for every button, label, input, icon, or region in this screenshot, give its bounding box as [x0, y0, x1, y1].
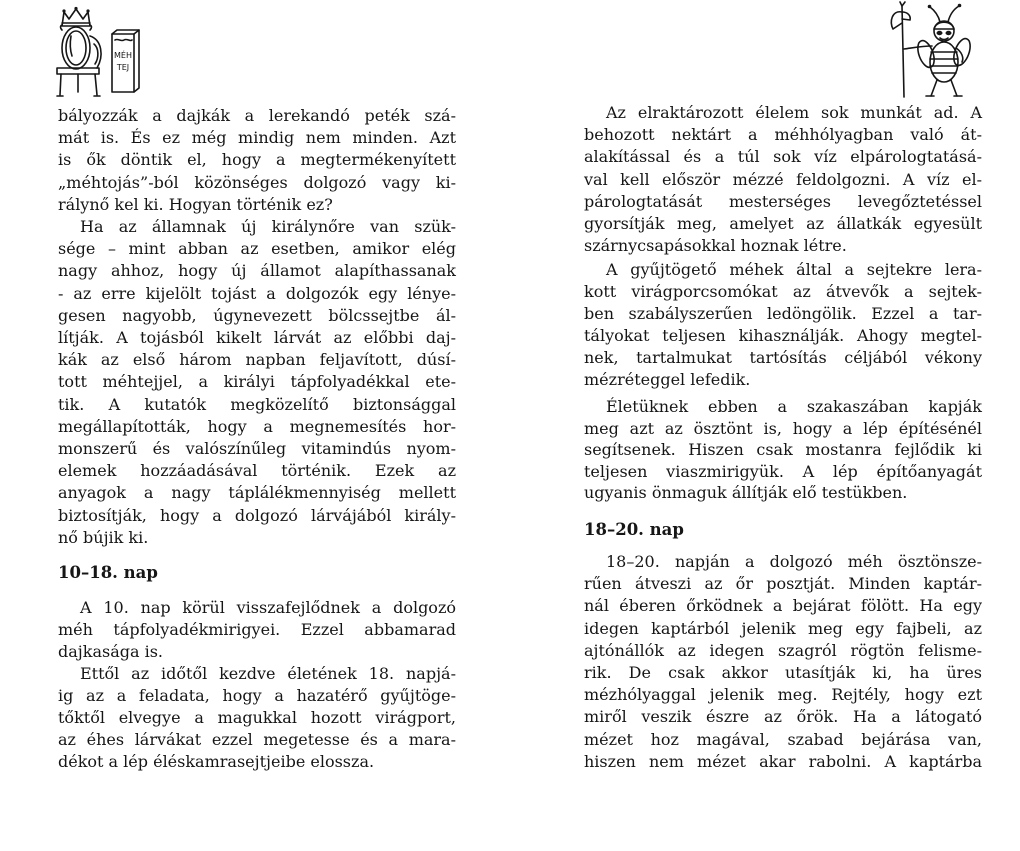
chair-drawing: [57, 36, 101, 96]
mirror-drawing: [61, 25, 92, 69]
text-line: tályokat teljesen kihasználják. Ahogy megtel-: [584, 326, 982, 345]
text-line: dékot a lép éléskamrasejtjeibe elossza.: [58, 752, 375, 771]
text-line: „méhtojás”-ból közönséges dolgozó vagy ki-: [58, 172, 456, 192]
text-line: monszerű és valószínűleg vitamindús nyom-: [58, 439, 456, 459]
text-line: alakítással és a túl sok víz elpárologtatásá-: [584, 147, 982, 167]
box-label-line1: MÉH: [114, 51, 132, 60]
right-page: [510, 0, 1020, 851]
bee-head-drawing: [934, 21, 954, 41]
text-line: hiszen nem mézet akar rabolni. A kaptárba: [584, 751, 982, 771]
text-line: Ha az államnak új királynőre van szük-: [80, 217, 456, 236]
text-line: behozott nektárt a méhhólyagban való át-: [584, 125, 982, 145]
text-line: A 10. nap körül visszafejlődnek a dolgozó: [80, 598, 456, 617]
text-line: ugyanis önmaguk állítják elő testükben.: [584, 483, 908, 502]
paragraph: [584, 551, 982, 773]
text-line: idegen kaptárból jelenik meg egy fajbeli, az: [584, 618, 982, 638]
text-line: tik. A kutatók megközelítő biztonsággal: [58, 394, 456, 414]
text-line: dajkasága is.: [58, 642, 164, 661]
text-line: ajtónállók az idegen szagról rögtön felisme-: [584, 640, 982, 660]
bee-body-drawing: [904, 36, 973, 96]
text-line: teljesen viaszmirigyük. A lép építőanyagát: [584, 461, 982, 481]
text-line: Életüknek ebben a szakaszában kapják: [606, 397, 982, 416]
text-line: kott virágporcsomókat az átvevők a sejtek-: [584, 282, 982, 301]
paragraph: [584, 396, 982, 504]
text-line: nagy ahhoz, hogy új államot alapíthassanak: [58, 261, 456, 281]
text-line: nő bújik ki.: [58, 527, 149, 547]
antenna-drawing: [928, 4, 962, 22]
section-heading: 10–18. nap: [58, 563, 158, 582]
text-line: nál éberen őrködnek a bejárat fölött. Ha egy: [584, 596, 982, 616]
text-line: rűen átveszi az őr posztját. Minden kaptár-: [584, 574, 982, 594]
text-line: ig az a feladata, hogy a hazatérő gyűjtöge-: [58, 686, 456, 705]
paragraph: [58, 105, 456, 216]
text-line: kák az első három napban feljavított, dúsí-: [58, 350, 456, 370]
text-line: rálynő kel ki. Hogyan történik ez?: [58, 194, 333, 214]
paragraph: [58, 663, 456, 773]
queen-bee-mirror-illustration: [52, 6, 148, 100]
text-line: bályozzák a dajkák a lerekandó peték szá-: [58, 106, 456, 125]
royal-jelly-box-drawing: [112, 30, 139, 92]
guard-bee-illustration: [884, 2, 974, 98]
text-line: párologtatását mesterséges levegőztetéssel: [584, 191, 982, 211]
crown-drawing: [62, 7, 90, 26]
text-line: lítják. A tojásból kikelt lárvát az előbbi daj-: [58, 328, 456, 348]
text-line: meg azt az ösztönt is, hogy a lép építésénél: [584, 418, 982, 438]
text-line: megállapították, hogy a megnemesítés hor-: [58, 416, 456, 436]
text-line: méh tápfolyadékmirigyei. Ezzel abbamarad: [58, 620, 456, 639]
text-line: Az elraktározott élelem sok munkát ad. A: [606, 103, 982, 122]
text-line: miről veszik észre az őrök. Ha a látogató: [584, 707, 982, 727]
text-line: Ettől az időtől kezdve életének 18. napjá-: [80, 664, 456, 683]
text-line: az éhes lárvákat ezzel megetesse és a mara-: [58, 730, 456, 749]
text-line: segítsenek. Hiszen csak mostanra fejlődik ki: [584, 440, 982, 459]
text-line: elemek hozzáadásával történik. Ezek az: [58, 461, 456, 481]
text-line: mézhólyaggal jelenik meg. Rejtély, hogy ezt: [584, 685, 982, 705]
text-line: is ők döntik el, hogy a megtermékenyített: [58, 150, 456, 170]
paragraph: [58, 216, 456, 549]
text-line: ben szabályszerűen ledöngölik. Ezzel a tar-: [584, 304, 982, 323]
text-line: - az erre kijelölt tojást a dolgozók egy lénye-: [58, 283, 456, 303]
paragraph: [584, 259, 982, 391]
text-line: rik. De csak akkor utasítják ki, ha üres: [584, 663, 982, 683]
text-line: gyorsítják meg, amelyet az állatkák egyesült: [584, 214, 982, 234]
section-heading: 18–20. nap: [584, 520, 684, 539]
text-line: tott méhtejjel, a királyi tápfolyadékkal ete-: [58, 372, 456, 392]
paragraph: [584, 102, 982, 257]
box-label-line2: TEJ: [116, 63, 130, 72]
halberd-drawing: [891, 2, 910, 97]
text-line: szárnycsapásokkal hoznak létre.: [584, 236, 847, 256]
text-line: biztosítják, hogy a dolgozó lárvájából király-: [58, 505, 456, 525]
text-line: 18–20. napján a dolgozó méh ösztönsze-: [606, 552, 982, 571]
text-line: gesen nagyobb, úgynevezett bölcssejtbe ál-: [58, 305, 456, 325]
text-line: mézréteggel lefedik.: [584, 370, 751, 389]
text-line: tőktől elvegye a magukkal hozott virágport,: [58, 708, 456, 727]
text-line: A gyűjtögető méhek által a sejtekre lera-: [606, 260, 982, 279]
text-line: nek, tartalmukat tartósítás céljából vékony: [584, 348, 982, 367]
paragraph: [58, 597, 456, 663]
text-line: anyagok a nagy táplálékmennyiség mellett: [58, 483, 456, 503]
text-line: val kell először mézzé feldolgozni. A víz el-: [584, 169, 982, 189]
text-line: mát is. És ez még mindig nem minden. Azt: [58, 128, 456, 148]
text-line: mézet hoz magával, szabad bejárása van,: [584, 729, 982, 749]
text-line: sége – mint abban az esetben, amikor elég: [58, 239, 456, 259]
